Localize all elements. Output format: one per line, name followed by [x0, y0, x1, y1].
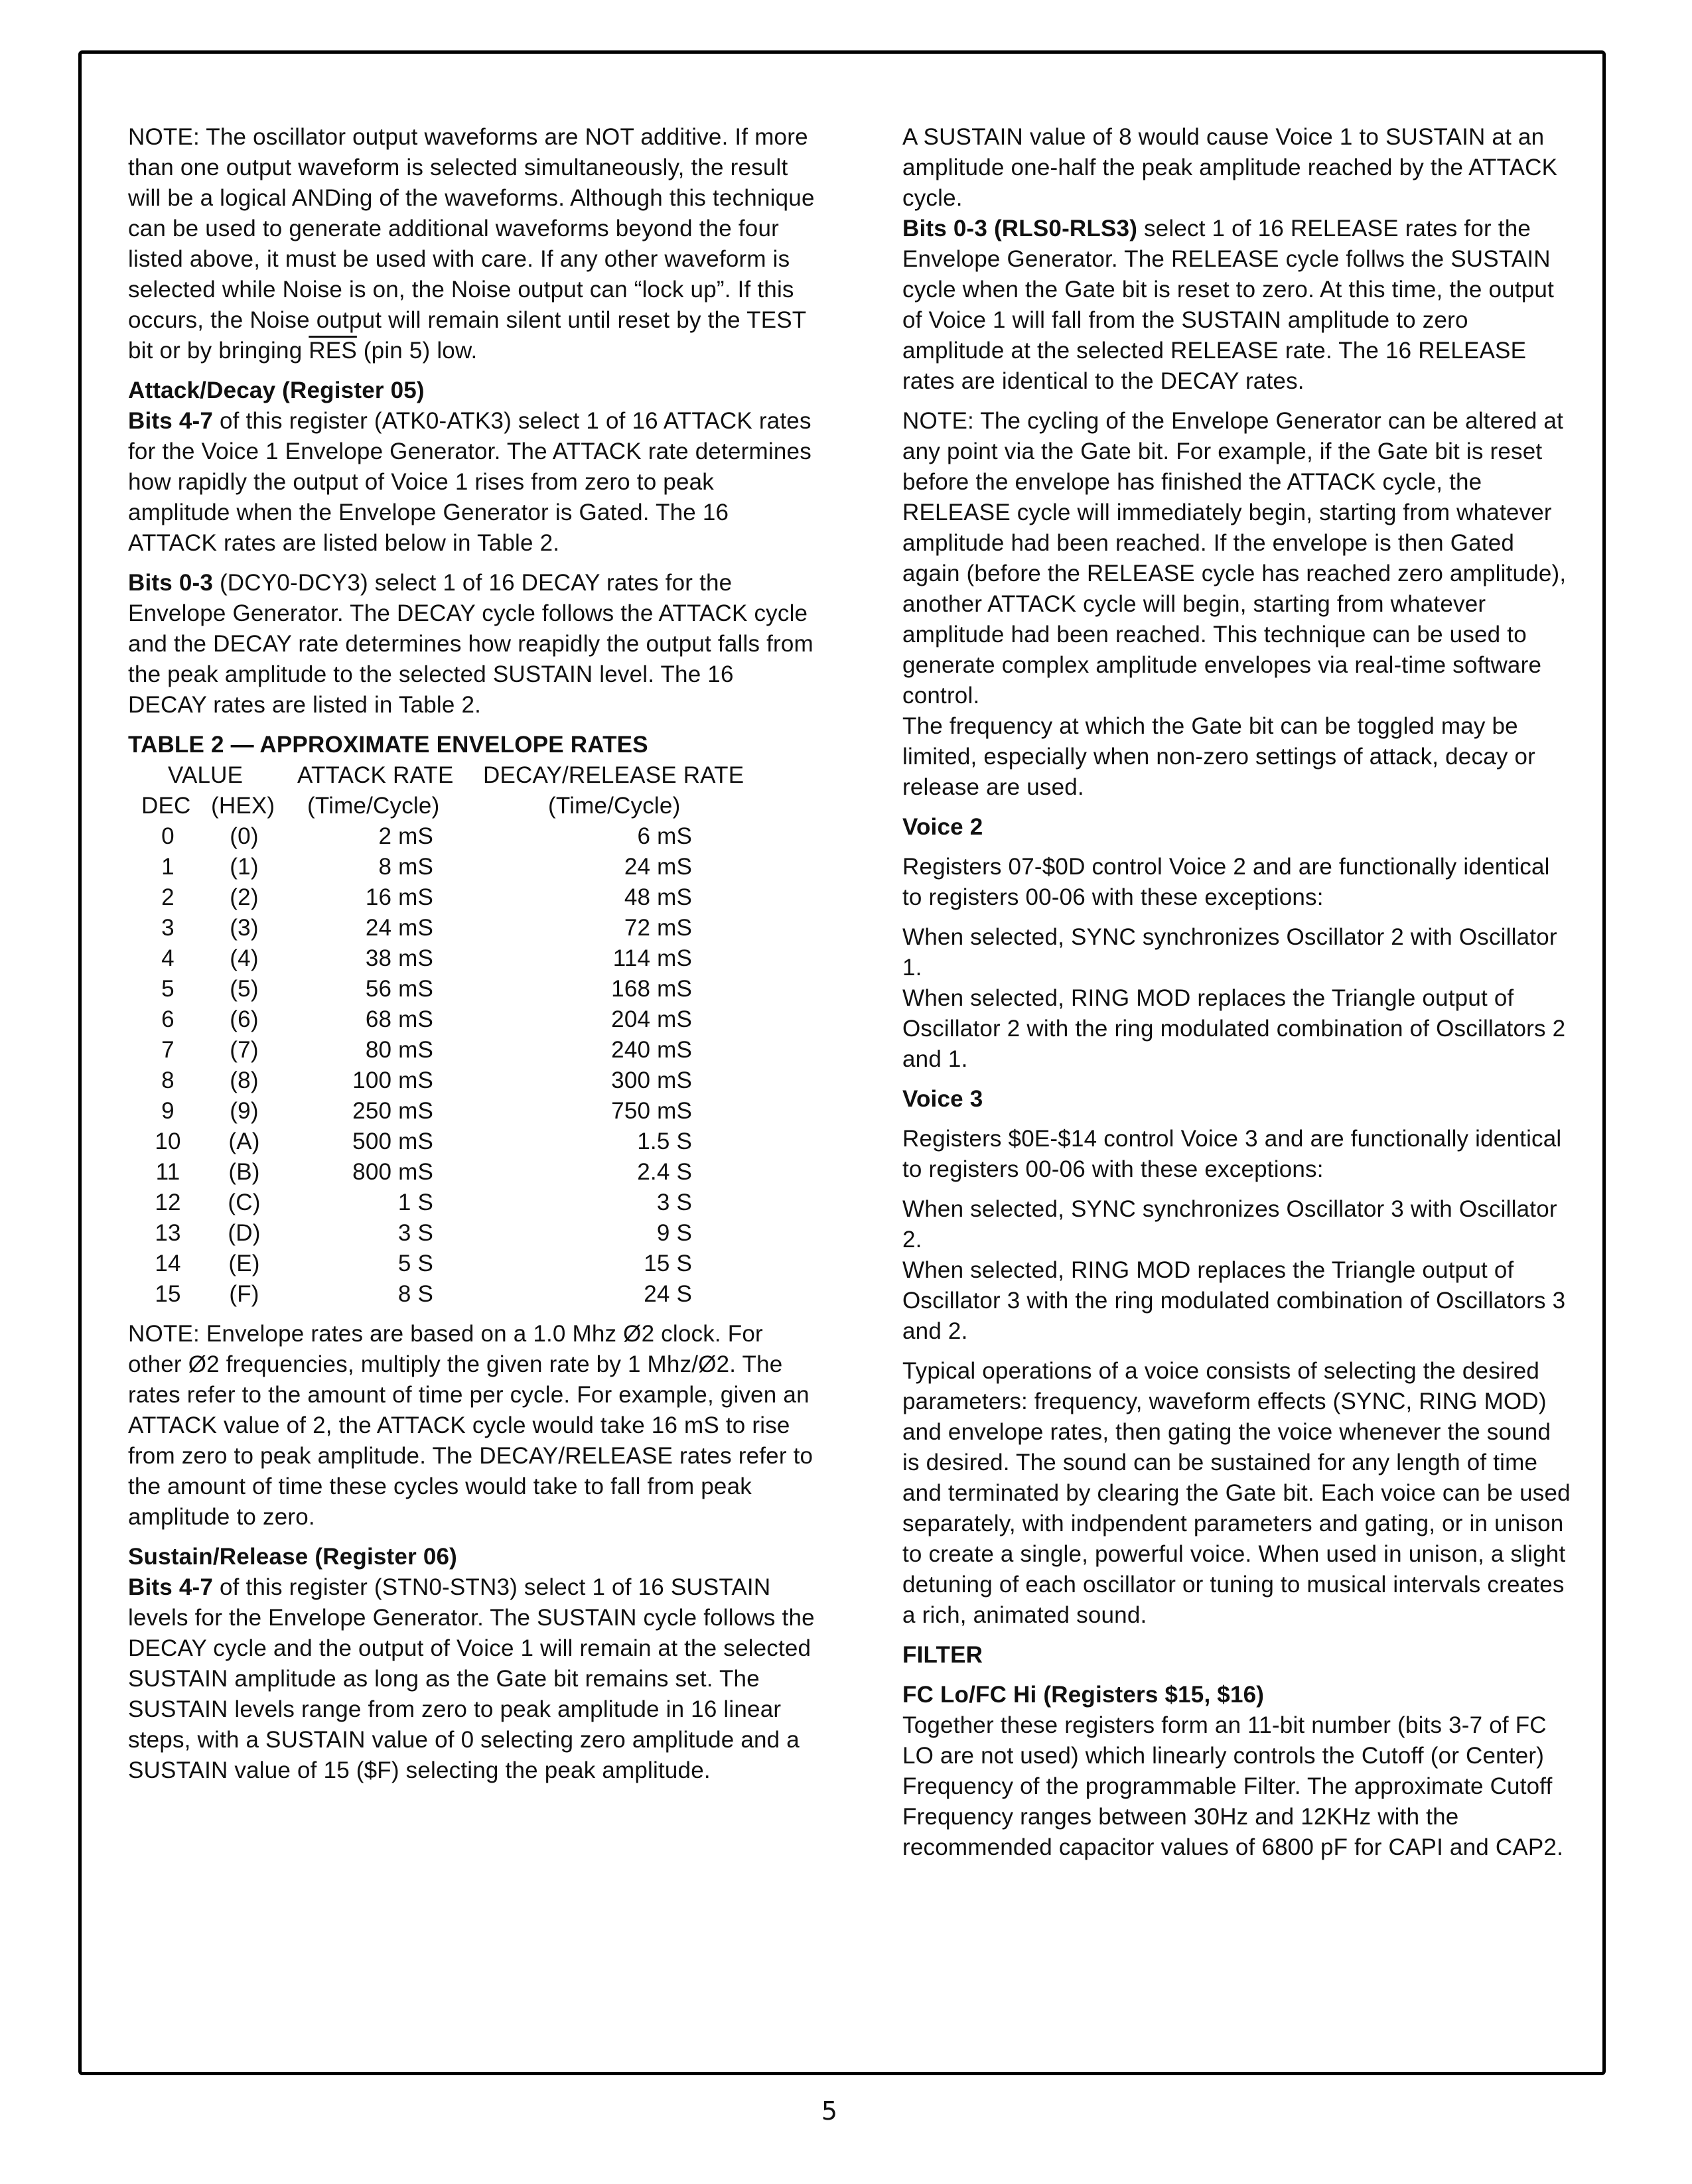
cell-hex: (A) — [228, 1128, 260, 1154]
cell-hex: (6) — [230, 1006, 259, 1032]
header-value: VALUE — [168, 762, 244, 788]
cell-hex: (4) — [230, 945, 259, 971]
cell-hex: (7) — [230, 1037, 259, 1063]
cell-attack-rate: 8 S — [397, 1281, 433, 1307]
voice2-ringmod: When selected, RING MOD replaces the Triangle output of Oscillator 2 with the ring modulated combination of Oscillators 2 and 1. — [902, 985, 1566, 1072]
cell-decay-release-rate: 2.4 S — [637, 1159, 692, 1185]
res-pin-label: $\overline{RES}$ — [309, 338, 357, 364]
cell-dec: 10 — [155, 1128, 181, 1154]
page-number: 5 — [821, 2096, 838, 2126]
table-row — [128, 1126, 818, 1157]
header-decay-release-rate: DECAY/RELEASE RATE — [483, 762, 744, 788]
sustain-release-heading: Sustain/Release (Register 06) — [128, 1544, 458, 1570]
voice3-sync: When selected, SYNC synchronizes Oscillator 3 with Oscillator 2. — [902, 1196, 1557, 1253]
cell-decay-release-rate: 9 S — [656, 1220, 692, 1246]
cell-dec: 12 — [155, 1190, 181, 1215]
cell-decay-release-rate: 72 mS — [624, 915, 692, 941]
typical-operations-paragraph: Typical operations of a voice consists of selecting the desired parameters: frequency, waveform effects (SYNC, RING MOD) and envelope rates, then gating the voice whenever the sound is desired. The sound can be sustained for any length of time and terminated by clearing the Gate bit. Each voice can be used separately, with indpendent parameters and gating, or in unison to create a single, powerful voice. When used in unison, a slight detuning of each oscillator or tuning to musical intervals creates a rich, animated sound. — [902, 1358, 1571, 1628]
voice2-intro: Registers 07-$0D control Voice 2 and are functionally identical to registers 00-06 with these exceptions: — [902, 854, 1550, 910]
cell-dec: 4 — [161, 945, 175, 971]
voice2-heading: Voice 2 — [902, 814, 983, 840]
cell-hex: (C) — [228, 1190, 261, 1215]
decay-bits-paragraph: Bits 0-3 (DCY0-DCY3) select 1 of 16 DECAY rates for the Envelope Generator. The DECAY cycle follows the ATTACK cycle and the DECAY rate determines how reapidly the output falls from the peak amplitude to the selected SUSTAIN level. The 16 DECAY rates are listed in Table 2. — [128, 570, 813, 718]
cell-dec: 8 — [161, 1067, 175, 1093]
gate-frequency-paragraph: The frequency at which the Gate bit can be toggled may be limited, especially when non-zero settings of attack, decay or release are used. — [902, 713, 1535, 800]
cell-hex: (8) — [230, 1067, 259, 1093]
cell-decay-release-rate: 240 mS — [611, 1037, 692, 1063]
header-attack-unit: (Time/Cycle) — [307, 793, 440, 819]
table-row — [128, 821, 818, 852]
cell-attack-rate: 24 mS — [365, 915, 433, 941]
cell-hex: (E) — [228, 1251, 260, 1276]
cell-attack-rate: 3 S — [397, 1220, 433, 1246]
attack-bits-paragraph: Bits 4-7 of this register (ATK0-ATK3) select 1 of 16 ATTACK rates for the Voice 1 Envelope Generator. The ATTACK rate determines how rapidly the output of Voice 1 rises from zero to peak amplitude when the Envelope Generator is Gated. The 16 ATTACK rates are listed below in Table 2. — [128, 408, 811, 556]
table-row — [128, 1279, 818, 1310]
voice3-heading: Voice 3 — [902, 1086, 983, 1112]
cell-hex: (5) — [230, 976, 259, 1002]
cell-decay-release-rate: 3 S — [656, 1190, 692, 1215]
right-column — [902, 122, 1573, 1863]
cell-dec: 15 — [155, 1281, 181, 1307]
cell-attack-rate: 100 mS — [352, 1067, 433, 1093]
table-row — [128, 1157, 818, 1188]
cell-attack-rate: 56 mS — [365, 976, 433, 1002]
cell-decay-release-rate: 1.5 S — [637, 1128, 692, 1154]
filter-heading: FILTER — [902, 1642, 983, 1668]
header-dec: DEC — [141, 793, 191, 819]
release-bits-paragraph: Bits 0-3 (RLS0-RLS3) select 1 of 16 RELEASE rates for the Envelope Generator. The RELEASE cycle follws the SUSTAIN cycle when the Gate bit is reset to zero. At this time, the output of Voice 1 will fall from the SUSTAIN amplitude to zero amplitude at the selected RELEASE rate. The 16 RELEASE rates are identical to the DECAY rates. — [902, 216, 1555, 394]
table-row — [128, 1035, 818, 1065]
cell-hex: (D) — [228, 1220, 261, 1246]
cell-attack-rate: 80 mS — [365, 1037, 433, 1063]
table-title: TABLE 2 — APPROXIMATE ENVELOPE RATES — [128, 732, 648, 758]
cell-attack-rate: 1 S — [397, 1190, 433, 1215]
note-waveforms: NOTE: The oscillator output waveforms are NOT additive. If more than one output waveform is selected simultaneously, the result will be a logical ANDing of the waveforms. Although this technique can be used to generate additional waveforms beyond the four listed above, it must be used with care. If any other waveform is selected while Noise is on, the Noise output can “lock up”. If this occurs, the Noise output will remain silent until reset by the TEST bit or by bringing $\overline{RES}$ (pin 5) low. — [128, 124, 815, 364]
cell-hex: (0) — [230, 823, 259, 849]
cell-dec: 13 — [155, 1220, 181, 1246]
header-hex: (HEX) — [211, 793, 275, 819]
cell-attack-rate: 800 mS — [352, 1159, 433, 1185]
cell-dec: 9 — [161, 1098, 175, 1124]
cell-decay-release-rate: 15 S — [644, 1251, 692, 1276]
sustain-example: A SUSTAIN value of 8 would cause Voice 1 to SUSTAIN at an amplitude one-half the peak amplitude reached by the ATTACK cycle. — [902, 124, 1558, 211]
cell-dec: 2 — [161, 884, 175, 910]
table-row — [128, 852, 818, 882]
cell-decay-release-rate: 114 mS — [612, 945, 692, 971]
table-row — [128, 882, 818, 913]
cell-attack-rate: 5 S — [397, 1251, 433, 1276]
cell-attack-rate: 2 mS — [378, 823, 433, 849]
note-envelope-cycling: NOTE: The cycling of the Envelope Generator can be altered at any point via the Gate bit. For example, if the Gate bit is reset before the envelope has finished the ATTACK cycle, the RELEASE cycle will immediately begin, starting from whatever amplitude had been reached. If the envelope is then Gated again (before the RELEASE cycle has reached zero amplitude), another ATTACK cycle will begin, starting from whatever amplitude had been reached. This technique can be used to generate complex amplitude envelopes via real-time software control. — [902, 408, 1567, 709]
cell-decay-release-rate: 24 S — [644, 1281, 692, 1307]
cell-hex: (F) — [229, 1281, 259, 1307]
cell-decay-release-rate: 48 mS — [624, 884, 692, 910]
cell-hex: (1) — [230, 854, 259, 880]
voice3-intro: Registers $0E-$14 control Voice 3 and are functionally identical to registers 00-06 with these exceptions: — [902, 1126, 1562, 1182]
table-row — [128, 1096, 818, 1126]
cell-dec: 5 — [161, 976, 175, 1002]
cell-hex: (B) — [228, 1159, 260, 1185]
table-row — [128, 1188, 818, 1218]
cell-hex: (9) — [230, 1098, 259, 1124]
fc-registers-heading: FC Lo/FC Hi (Registers $15, $16) — [902, 1682, 1265, 1708]
cell-hex: (2) — [230, 884, 259, 910]
cell-decay-release-rate: 300 mS — [611, 1067, 692, 1093]
voice3-ringmod: When selected, RING MOD replaces the Triangle output of Oscillator 3 with the ring modulated combination of Oscillators 3 and 2. — [902, 1257, 1566, 1344]
voice2-sync: When selected, SYNC synchronizes Oscillator 2 with Oscillator 1. — [902, 924, 1557, 981]
cell-dec: 14 — [155, 1251, 181, 1276]
table-row — [128, 943, 818, 974]
cell-hex: (3) — [230, 915, 259, 941]
cell-attack-rate: 68 mS — [365, 1006, 433, 1032]
cell-dec: 7 — [161, 1037, 175, 1063]
table-header-row-2 — [128, 791, 818, 821]
cell-attack-rate: 8 mS — [378, 854, 433, 880]
cell-attack-rate: 16 mS — [365, 884, 433, 910]
header-decay-unit: (Time/Cycle) — [548, 793, 681, 819]
table-row — [128, 974, 818, 1004]
cell-attack-rate: 250 mS — [352, 1098, 433, 1124]
attack-decay-heading: Attack/Decay (Register 05) — [128, 377, 425, 403]
table-row — [128, 1249, 818, 1279]
cell-decay-release-rate: 24 mS — [624, 854, 692, 880]
cell-dec: 6 — [161, 1006, 175, 1032]
sustain-bits-paragraph: Bits 4-7 of this register (STN0-STN3) select 1 of 16 SUSTAIN levels for the Envelope Generator. The SUSTAIN cycle follows the DECAY cycle and the output of Voice 1 will remain at the selected SUSTAIN amplitude as long as the Gate bit remains set. The SUSTAIN levels range from zero to peak amplitude in 16 linear steps, with a SUSTAIN value of 0 selecting zero amplitude and a SUSTAIN value of 15 ($F) selecting the peak amplitude. — [128, 1574, 815, 1783]
cell-decay-release-rate: 168 mS — [611, 976, 692, 1002]
cell-decay-release-rate: 750 mS — [611, 1098, 692, 1124]
cell-dec: 3 — [161, 915, 175, 941]
table-body — [128, 821, 818, 1310]
note-envelope-rates: NOTE: Envelope rates are based on a 1.0 Mhz Ø2 clock. For other Ø2 frequencies, multiply the given rate by 1 Mhz/Ø2. The rates refer to the amount of time per cycle. For example, given an ATTACK value of 2, the ATTACK cycle would take 16 mS to rise from zero to peak amplitude. The DECAY/RELEASE rates refer to the amount of time these cycles would take to fall from peak amplitude to zero. — [128, 1321, 813, 1530]
table-header-row-1 — [128, 760, 818, 791]
cell-dec: 1 — [161, 854, 175, 880]
table-row — [128, 1218, 818, 1249]
filter-paragraph: Together these registers form an 11-bit number (bits 3-7 of FC LO are not used) which linearly controls the Cutoff (or Center) Frequency of the programmable Filter. The approximate Cutoff Frequency ranges between 30Hz and 12KHz with the recommended capacitor values of 6800 pF for CAPI and CAP2. — [902, 1712, 1564, 1860]
cell-decay-release-rate: 6 mS — [637, 823, 692, 849]
table-row — [128, 1004, 818, 1035]
cell-decay-release-rate: 204 mS — [611, 1006, 692, 1032]
header-attack-rate: ATTACK RATE — [297, 762, 454, 788]
cell-attack-rate: 38 mS — [365, 945, 433, 971]
table-row — [128, 913, 818, 943]
left-column — [128, 122, 818, 1786]
envelope-rates-table — [128, 730, 818, 1310]
cell-dec: 0 — [161, 823, 175, 849]
cell-dec: 11 — [155, 1159, 180, 1185]
cell-attack-rate: 500 mS — [352, 1128, 433, 1154]
table-row — [128, 1065, 818, 1096]
